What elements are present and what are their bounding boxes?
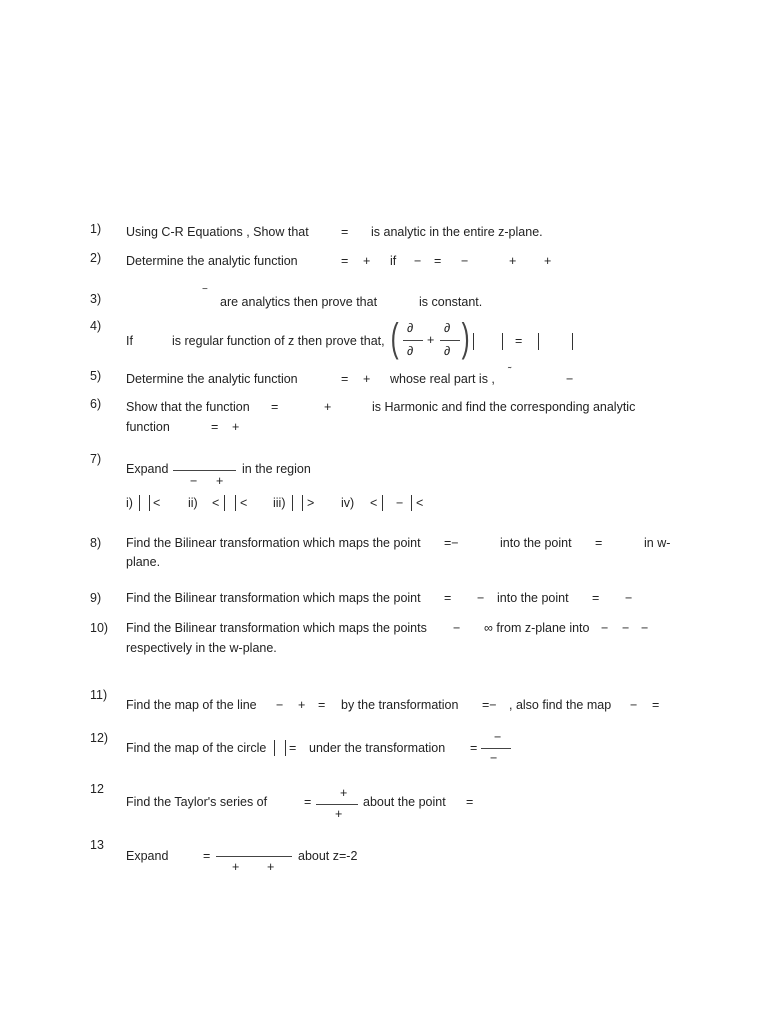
question-number: 4) bbox=[90, 319, 102, 333]
question-text: in w- bbox=[644, 536, 671, 550]
math-symbol: + bbox=[509, 254, 517, 268]
math-symbol: = bbox=[318, 698, 326, 712]
question-text: , also find the map bbox=[509, 698, 612, 712]
region-label: ii) bbox=[188, 496, 198, 510]
question-number: 11) bbox=[90, 688, 108, 702]
right-paren: ) bbox=[461, 316, 470, 360]
region-label: iii) bbox=[273, 496, 286, 510]
math-symbol: = bbox=[652, 698, 660, 712]
question-text: under the transformation bbox=[309, 741, 446, 755]
question-text: Find the Bilinear transformation which maps the points bbox=[126, 621, 427, 635]
question-text: into the point bbox=[497, 591, 569, 605]
abs-bar bbox=[292, 495, 293, 511]
question-text: function bbox=[126, 420, 170, 434]
math-symbol: = bbox=[211, 420, 219, 434]
question-text: are analytics then prove that bbox=[220, 295, 378, 309]
question-text: if bbox=[390, 254, 397, 268]
question-number: 3) bbox=[90, 292, 102, 306]
abs-bar bbox=[235, 495, 236, 511]
question-text: about z=-2 bbox=[298, 849, 358, 863]
region-label: i) bbox=[126, 496, 133, 510]
question-number: 6) bbox=[90, 397, 102, 411]
question-text: about the point bbox=[363, 795, 446, 809]
math-symbol: − bbox=[414, 254, 422, 268]
abs-bar bbox=[572, 333, 573, 350]
question-text: If bbox=[126, 334, 133, 348]
region-label: iv) bbox=[341, 496, 355, 510]
math-symbol: < bbox=[153, 496, 161, 510]
math-symbol: + bbox=[232, 860, 240, 874]
math-symbol: − bbox=[190, 474, 198, 488]
partial-symbol: ∂ bbox=[444, 321, 451, 335]
math-symbol: + bbox=[335, 807, 343, 821]
question-text: ∞ from z-plane into bbox=[484, 621, 590, 635]
question-number: 12 bbox=[90, 782, 104, 796]
math-symbol: < bbox=[212, 496, 220, 510]
math-symbol: = bbox=[444, 591, 452, 605]
question-number: 13 bbox=[90, 838, 104, 852]
math-symbol: + bbox=[232, 420, 240, 434]
math-symbol: − bbox=[453, 621, 461, 635]
question-number: 9) bbox=[90, 591, 102, 605]
question-number: 5) bbox=[90, 369, 102, 383]
abs-bar bbox=[274, 740, 275, 756]
math-symbol: − bbox=[494, 730, 502, 744]
question-number: 1) bbox=[90, 222, 102, 236]
question-text: Find the Bilinear transformation which maps the point bbox=[126, 591, 421, 605]
fraction-bar bbox=[316, 804, 358, 805]
question-number: 7) bbox=[90, 452, 102, 466]
question-number: 8) bbox=[90, 536, 102, 550]
math-symbol: + bbox=[267, 860, 275, 874]
question-text: into the point bbox=[500, 536, 572, 550]
question-number: 2) bbox=[90, 251, 102, 265]
question-text: whose real part is , bbox=[390, 372, 495, 386]
math-symbol: = bbox=[434, 254, 442, 268]
partial-symbol: ∂ bbox=[407, 344, 414, 358]
math-symbol: + bbox=[216, 474, 224, 488]
question-text: plane. bbox=[126, 555, 161, 569]
math-symbol: − bbox=[566, 372, 574, 386]
partial-symbol: ∂ bbox=[407, 321, 414, 335]
abs-bar bbox=[538, 333, 539, 350]
abs-bar bbox=[502, 333, 503, 350]
question-text: is constant. bbox=[419, 295, 483, 309]
abs-bar bbox=[139, 495, 140, 511]
math-symbol: − bbox=[461, 254, 469, 268]
math-symbol: = bbox=[466, 795, 474, 809]
question-text: in the region bbox=[242, 462, 311, 476]
math-symbol: − bbox=[396, 496, 404, 510]
fraction-bar bbox=[403, 340, 423, 341]
math-symbol: − bbox=[490, 751, 498, 765]
fraction-bar bbox=[173, 470, 236, 471]
question-text: is regular function of z then prove that, bbox=[172, 334, 385, 348]
question-text: Show that the function bbox=[126, 400, 250, 414]
question-text: is Harmonic and find the corresponding analytic bbox=[372, 400, 636, 414]
math-symbol: = bbox=[203, 849, 211, 863]
question-text: by the transformation bbox=[341, 698, 459, 712]
math-symbol: − bbox=[601, 621, 609, 635]
question-text: Find the map of the circle bbox=[126, 741, 267, 755]
math-symbol: = bbox=[304, 795, 312, 809]
abs-bar bbox=[149, 495, 150, 511]
question-number: 10) bbox=[90, 621, 109, 635]
math-symbol: + bbox=[340, 786, 348, 800]
math-symbol: = bbox=[341, 372, 349, 386]
math-symbol: = bbox=[515, 334, 523, 348]
abs-bar bbox=[473, 333, 474, 350]
math-symbol: + bbox=[544, 254, 552, 268]
fraction-bar bbox=[216, 856, 292, 857]
math-symbol: > bbox=[307, 496, 315, 510]
question-text: Determine the analytic function bbox=[126, 372, 298, 386]
question-text: respectively in the w-plane. bbox=[126, 641, 277, 655]
math-symbol: = bbox=[271, 400, 279, 414]
math-symbol: < bbox=[240, 496, 248, 510]
math-symbol: = bbox=[341, 225, 349, 239]
abs-bar bbox=[285, 740, 286, 756]
math-symbol: < bbox=[370, 496, 378, 510]
question-text: Find the Taylor's series of bbox=[126, 795, 268, 809]
math-symbol: = bbox=[595, 536, 603, 550]
math-symbol: ˜ bbox=[508, 366, 512, 377]
math-symbol: < bbox=[416, 496, 424, 510]
question-text: Expand bbox=[126, 849, 169, 863]
question-text: Find the Bilinear transformation which maps the point bbox=[126, 536, 421, 550]
abs-bar bbox=[302, 495, 303, 511]
partial-symbol: ∂ bbox=[444, 344, 451, 358]
fraction-bar bbox=[440, 340, 460, 341]
math-symbol: = bbox=[592, 591, 600, 605]
math-symbol: − bbox=[477, 591, 485, 605]
question-text: Using C-R Equations , Show that bbox=[126, 225, 309, 239]
abs-bar bbox=[411, 495, 412, 511]
math-symbol: =− bbox=[444, 536, 459, 550]
math-symbol: + bbox=[363, 372, 371, 386]
math-symbol: − bbox=[630, 698, 638, 712]
math-symbol: − bbox=[625, 591, 633, 605]
math-symbol: + bbox=[324, 400, 332, 414]
question-number: 12) bbox=[90, 731, 109, 745]
math-symbol: − bbox=[202, 284, 208, 295]
math-symbol: + bbox=[298, 698, 306, 712]
math-symbol: =− bbox=[482, 698, 497, 712]
math-symbol: = bbox=[470, 741, 478, 755]
math-symbol: + bbox=[427, 333, 435, 347]
left-paren: ( bbox=[390, 316, 399, 360]
question-text: is analytic in the entire z-plane. bbox=[371, 225, 543, 239]
math-symbol: + bbox=[363, 254, 371, 268]
question-text: Find the map of the line bbox=[126, 698, 257, 712]
math-symbol: − bbox=[641, 621, 649, 635]
abs-bar bbox=[382, 495, 383, 511]
question-text: Determine the analytic function bbox=[126, 254, 298, 268]
math-symbol: = bbox=[341, 254, 349, 268]
fraction-bar bbox=[481, 748, 511, 749]
math-symbol: − bbox=[276, 698, 284, 712]
question-text: Expand bbox=[126, 462, 169, 476]
math-symbol: = bbox=[289, 741, 297, 755]
abs-bar bbox=[224, 495, 225, 511]
math-symbol: − bbox=[622, 621, 630, 635]
